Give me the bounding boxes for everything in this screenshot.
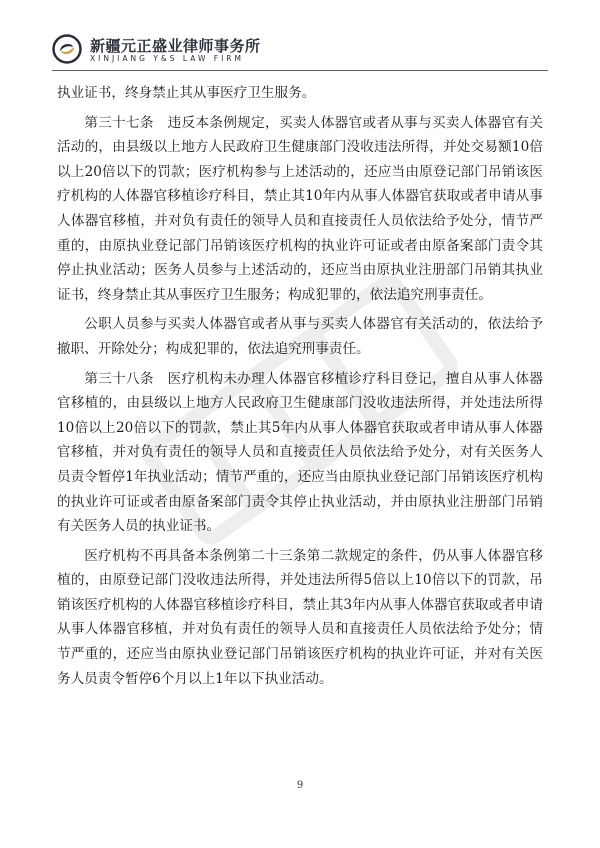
paragraph-public-officials: 公职人员参与买卖人体器官或者从事与买卖人体器官有关活动的，依法给予撤职、开除处分；构成犯罪的，依法追究刑事责任。 [57,316,543,357]
paragraph-article-37: 第三十七条 违反本条例规定，买卖人体器官或者从事与买卖人体器官有关活动的，由县级以上地方人民政府卫生健康部门没收违法所得，并处交易额10倍以上20倍以下的罚款；医疗机构参与上述活动的，还应当由原登记部门吊销该医疗机构的人体器官移植诊疗科目，禁止其10年内从事人体器官获取或者申请从事人体器官移植，并对负有责任的领导人员和直接责任人员依法给予处分，情节严重的，由原执业登记部门吊销该医疗机构的执业许可证或者由原备案部门责令其停止执业活动；医务人员参与上述活动的，还应当由原执业注册部门吊销其执业证书，终身禁止其从事医疗卫生服务；构成犯罪的，依法追究刑事责任。 [57,114,543,303]
paragraph-article-38: 第三十八条 医疗机构未办理人体器官移植诊疗科目登记，擅自从事人体器官移植的，由县级以上地方人民政府卫生健康部门没收违法所得，并处违法所得10倍以上20倍以下的罚款，禁止其5年内从事人体器官获取或者申请从事人体器官移植，并对负有责任的领导人员和直接责任人员依法给予处分，对有关医务人员责令暂停1年执业活动；情节严重的，还应当由原执业登记部门吊销该医疗机构的执业许可证或者由原备案部门责令其停止执业活动，并由原执业注册部门吊销有关医务人员的执业证书。 [57,370,543,535]
paragraph-article-38-second: 医疗机构不再具备本条例第二十三条第二款规定的条件，仍从事人体器官移植的，由原登记部门没收违法所得，并处违法所得5倍以上10倍以下的罚款，吊销该医疗机构的人体器官移植诊疗科目，禁止其3年内从事人体器官获取或者申请从事人体器官移植，并对负有责任的领导人员和直接责任人员依法给予处分；情节严重的，还应当由原执业登记部门吊销该医疗机构的执业许可证，并对有关医务人员责令暂停6个月以上1年以下执业活动。 [57,547,543,687]
document-header [52,34,548,68]
firm-name-cn: 新疆元正盛业律师事务所 [90,37,261,55]
firm-name-en: XINJIANG Y&S LAW FIRM [90,54,244,63]
page-number: 9 [296,780,304,791]
paragraph-continuation: 执业证书，终身禁止其从事医疗卫生服务。 [57,85,316,101]
document-body [57,81,543,696]
header-divider [52,70,548,71]
ys-swirl-logo-icon [52,34,82,64]
